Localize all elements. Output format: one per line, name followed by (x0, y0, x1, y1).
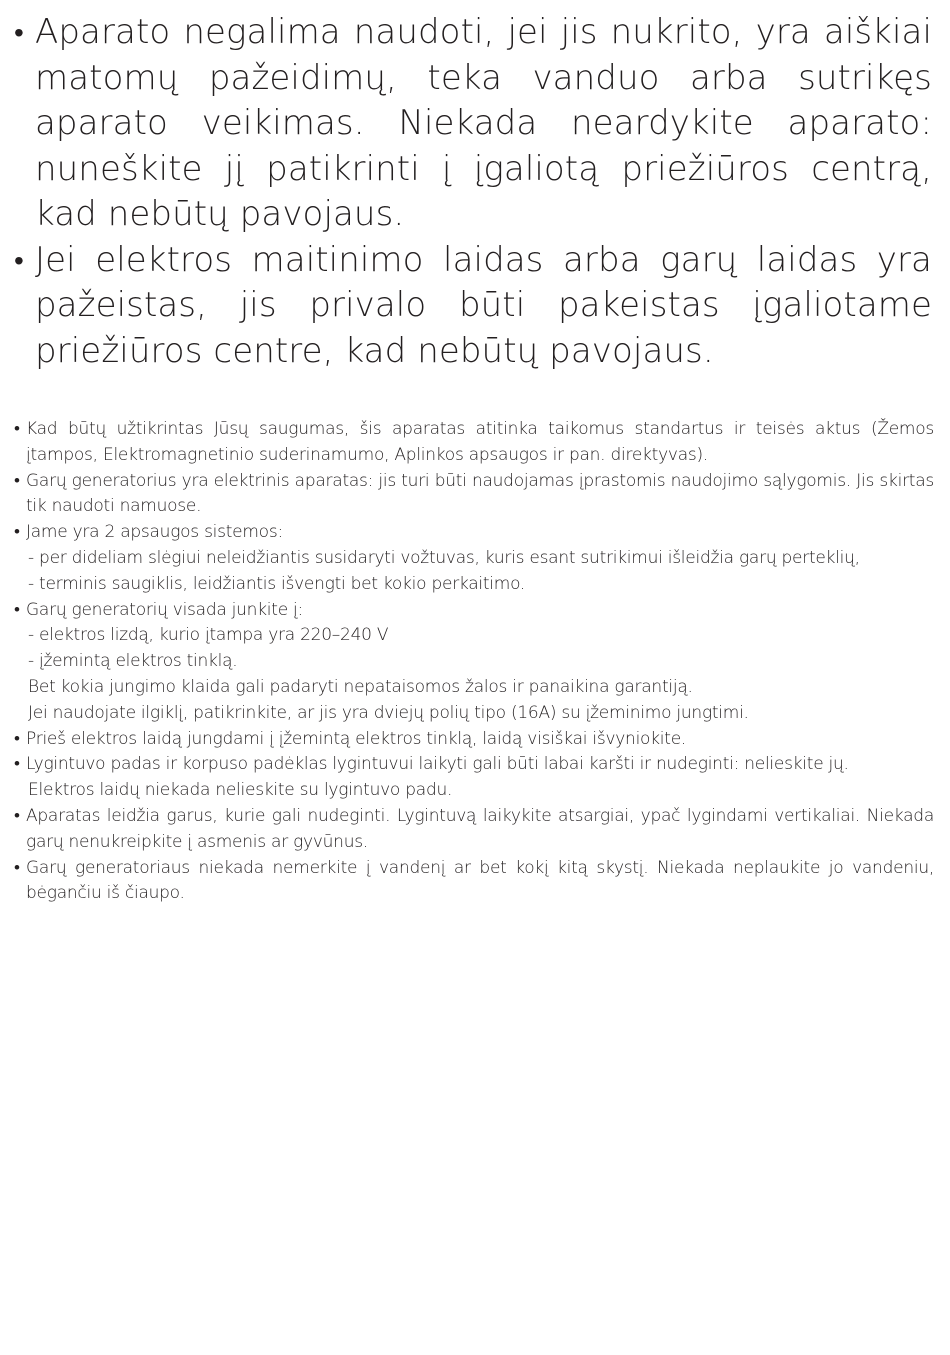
bullet-mark: • (14, 419, 20, 439)
safety-instructions-list (14, 417, 934, 907)
note-text: Elektros laidų niekada nelieskite su lygintuvo padu. (28, 780, 453, 801)
bullet-mark: • (14, 243, 24, 277)
bullet-mark: • (14, 805, 20, 826)
safety-item-text: Garų generatorių visada junkite į: (26, 599, 304, 620)
safety-item-unwind (14, 727, 934, 753)
large-warning-text: Jei elektros maitinimo laidas arba garų laidas yra pažeistas, jis privalo būti pakeistas įgaliotame priežiūros centre, kad nebūtų pavojaus. (35, 239, 932, 371)
safety-item-text: Garų generatoriaus niekada nemerkite į vandenį ar bet kokį kitą skystį. Niekada neplaukite jo vandeniu, bėgančiu iš čiaupo. (26, 857, 934, 904)
safety-item-household (14, 469, 934, 521)
safety-item-text: Aparatas leidžia garus, kurie gali nudeginti. Lygintuvą laikykite atsargiai, ypač lygindami vertikaliai. Niekada garų nenukreipkite į asmenis ar gyvūnus. (26, 805, 934, 852)
large-warning-item (14, 10, 932, 238)
bullet-mark: • (14, 728, 20, 749)
note-text: Jei naudojate ilgiklį, patikrinkite, ar jis yra dviejų polių tipo (16A) su įžeminimo jungtimi. (28, 702, 749, 723)
large-warning-list (14, 10, 932, 374)
safety-item-connection (14, 598, 934, 727)
note-text: Bet kokia jungimo klaida gali padaryti nepataisomos žalos ir panaikina garantiją. (28, 676, 693, 697)
sub-item-text: - įžemintą elektros tinklą. (28, 651, 238, 672)
safety-item-steam (14, 804, 934, 856)
bullet-mark: • (14, 16, 24, 49)
large-warning-text: Aparato negalima naudoti, jei jis nukrito, yra aiškiai matomų pažeidimų, teka vanduo arba sutrikęs aparato veikimas. Niekada neardykite aparato: nuneškite jį patikrinti į įgaliotą priežiūros centrą, kad nebūtų pavojaus. (35, 12, 932, 234)
large-warning-item (14, 238, 932, 375)
safety-item-hot-surfaces (14, 752, 934, 804)
bullet-mark: • (14, 522, 20, 543)
bullet-mark: • (14, 599, 20, 620)
safety-item-protection (14, 520, 934, 597)
sub-item-text: - elektros lizdą, kurio įtampa yra 220–240 V (28, 625, 389, 646)
sub-item-text: - per dideliam slėgiui neleidžiantis susidaryti vožtuvas, kuris esant sutrikimui išleidžia garų perteklių, (28, 547, 860, 568)
safety-item-text: Prieš elektros laidą jungdami į įžemintą elektros tinklą, laidą visiškai išvyniokite. (26, 728, 687, 749)
safety-item-standards (14, 417, 934, 469)
safety-item-text: Garų generatorius yra elektrinis aparatas: jis turi būti naudojamas įprastomis naudojimo sąlygomis. Jis skirtas tik naudoti namuose. (26, 470, 934, 517)
bullet-mark: • (14, 857, 20, 878)
safety-item-text: Jame yra 2 apsaugos sistemos: (26, 522, 283, 543)
safety-item-text: Lygintuvo padas ir korpuso padėklas lygintuvui laikyti gali būti labai karšti ir nudeginti: nelieskite jų. (26, 754, 849, 775)
safety-item-immersion (14, 856, 934, 908)
sub-item-text: - terminis saugiklis, leidžiantis išvengti bet kokio perkaitimo. (28, 573, 526, 594)
safety-item-text: Kad būtų užtikrintas Jūsų saugumas, šis aparatas atitinka taikomus standartus ir teisės aktus (Žemos įtampos, Elektromagnetinio suderinamumo, Aplinkos apsaugos ir pan. direktyvas). (26, 419, 934, 465)
bullet-mark: • (14, 754, 20, 775)
bullet-mark: • (14, 470, 20, 491)
